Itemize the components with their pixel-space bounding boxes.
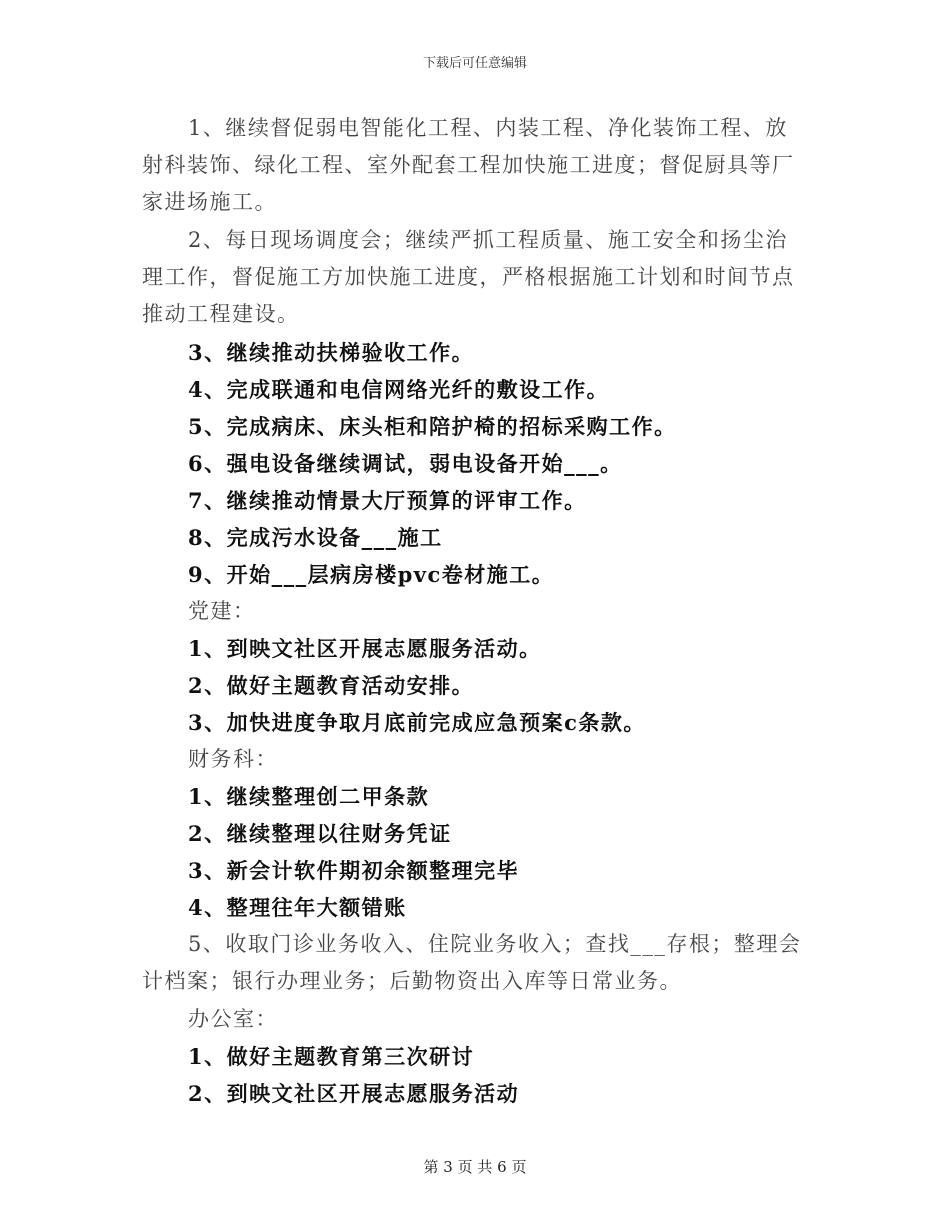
finance-item-3: 3、新会计软件期初余额整理完毕 bbox=[188, 858, 520, 883]
party-item-3: 3、加快进度争取月底前完成应急预案c条款。 bbox=[188, 710, 646, 735]
page-header-note: 下载后可任意编辑 bbox=[422, 56, 527, 71]
party-item-2: 2、做好主题教育活动安排。 bbox=[188, 673, 475, 698]
document-body bbox=[142, 110, 808, 1112]
paragraph-3: 3、继续推动扶梯验收工作。 bbox=[188, 340, 475, 365]
paragraph-1: 1、继续督促弱电智能化工程、内装工程、净化装饰工程、放射科装饰、绿化工程、室外配套工程加快施工进度；督促厨具等厂家进场施工。 bbox=[142, 116, 795, 214]
paragraph-4: 4、完成联通和电信网络光纤的敷设工作。 bbox=[188, 377, 610, 402]
finance-item-4: 4、整理往年大额错账 bbox=[188, 895, 407, 920]
paragraph-6: 6、强电设备继续调试，弱电设备开始___。 bbox=[188, 451, 623, 476]
section-heading-party: 党建： bbox=[188, 599, 256, 623]
section-heading-office: 办公室： bbox=[188, 1007, 278, 1031]
paragraph-9: 9、开始___层病房楼pvc卷材施工。 bbox=[188, 562, 555, 587]
finance-item-5: 5、收取门诊业务收入、住院业务收入；查找___存根；整理会计档案；银行办理业务；后勤物资出入库等日常业务。 bbox=[142, 932, 802, 993]
office-item-1: 1、做好主题教育第三次研讨 bbox=[188, 1044, 475, 1069]
office-item-2: 2、到映文社区开展志愿服务活动 bbox=[188, 1081, 520, 1106]
finance-item-2: 2、继续整理以往财务凭证 bbox=[188, 821, 452, 846]
paragraph-7: 7、继续推动情景大厅预算的评审工作。 bbox=[188, 488, 587, 513]
paragraph-8: 8、完成污水设备___施工 bbox=[188, 525, 443, 550]
page-number: 第 3 页 共 6 页 bbox=[423, 1158, 527, 1176]
finance-item-1: 1、继续整理创二甲条款 bbox=[188, 784, 430, 809]
paragraph-5: 5、完成病床、床头柜和陪护椅的招标采购工作。 bbox=[188, 414, 677, 439]
party-item-1: 1、到映文社区开展志愿服务活动。 bbox=[188, 636, 542, 661]
section-heading-finance: 财务科： bbox=[188, 747, 278, 771]
paragraph-2: 2、每日现场调度会；继续严抓工程质量、施工安全和扬尘治理工作，督促施工方加快施工进度，严格根据施工计划和时间节点推动工程建设。 bbox=[142, 228, 795, 326]
